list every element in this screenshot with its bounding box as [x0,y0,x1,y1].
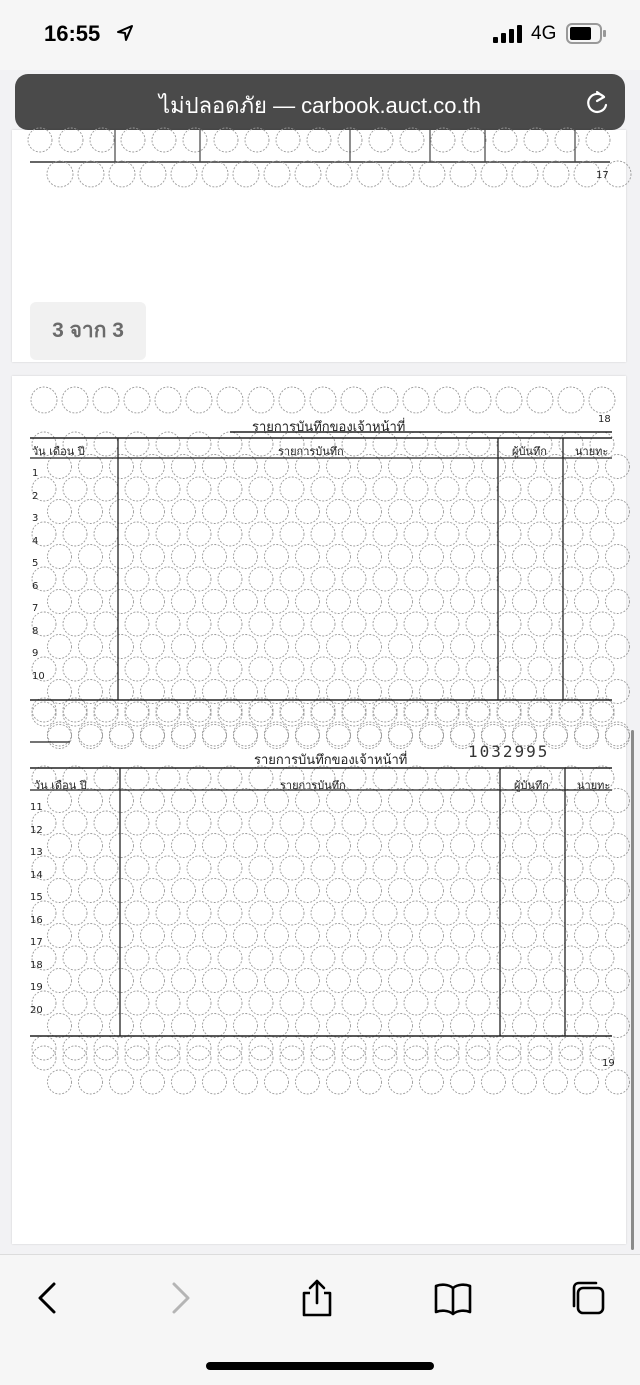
network-type: 4G [531,23,557,44]
header-registrar-2: นายทะ [577,779,611,792]
page-number-19: 19 [602,1058,615,1069]
reload-icon[interactable] [584,88,610,116]
row-number: 13 [30,847,43,858]
page-indicator: 3 จาก 3 [30,302,146,360]
signal-icon [493,25,523,43]
status-time: 16:55 [44,21,101,46]
header-record-2: รายการบันทึก [280,779,346,792]
header-recorder-2: ผู้บันทึก [514,779,549,792]
address-text[interactable]: ไม่ปลอดภัย — carbook.auct.co.th [159,93,481,118]
row-number: 9 [32,648,39,659]
row-number: 12 [30,824,43,836]
header-date-2: วัน เดือน ปี [34,779,87,792]
tabs-icon[interactable] [568,1278,608,1318]
row-number: 2 [32,490,39,502]
book-icon[interactable] [433,1278,473,1318]
scanned-form [30,390,615,1100]
row-number: 3 [32,513,39,524]
page-number-18: 18 [598,414,611,425]
page-number-17: 17 [596,170,609,181]
pdf-viewer[interactable] [0,130,640,1254]
scanned-form-fragment [30,130,610,214]
row-number: 11 [30,802,43,813]
row-number: 5 [32,558,39,569]
back-icon[interactable] [28,1278,68,1318]
row-number: 10 [32,670,45,682]
share-icon[interactable] [297,1278,337,1318]
scrollbar[interactable] [631,730,634,1250]
forward-icon[interactable] [160,1278,200,1318]
row-number: 4 [32,535,39,547]
header-registrar: นายทะ [575,445,609,458]
row-number: 1 [32,468,39,479]
address-bar[interactable] [15,74,625,130]
row-number: 6 [32,580,39,592]
row-number: 18 [30,959,43,971]
serial-number: 1032995 [468,742,550,761]
row-number: 19 [30,982,43,993]
row-number: 8 [32,625,39,637]
header-recorder: ผู้บันทึก [512,445,547,458]
row-number: 7 [32,603,39,614]
row-number: 20 [30,1004,43,1016]
location-arrow-icon [117,25,133,41]
header-date: วัน เดือน ปี [32,445,85,458]
section-title-1: รายการบันทึกของเจ้าหน้าที่ [252,420,406,435]
row-number: 15 [30,892,43,903]
pdf-page-current [12,376,626,1244]
section-title-2: รายการบันทึกของเจ้าหน้าที่ [254,753,408,768]
row-number: 14 [30,869,43,881]
header-record: รายการบันทึก [278,445,344,458]
row-number: 16 [30,914,43,926]
battery-icon [566,23,606,44]
row-number: 17 [30,937,43,948]
status-bar [0,0,640,70]
home-indicator [206,1362,434,1370]
